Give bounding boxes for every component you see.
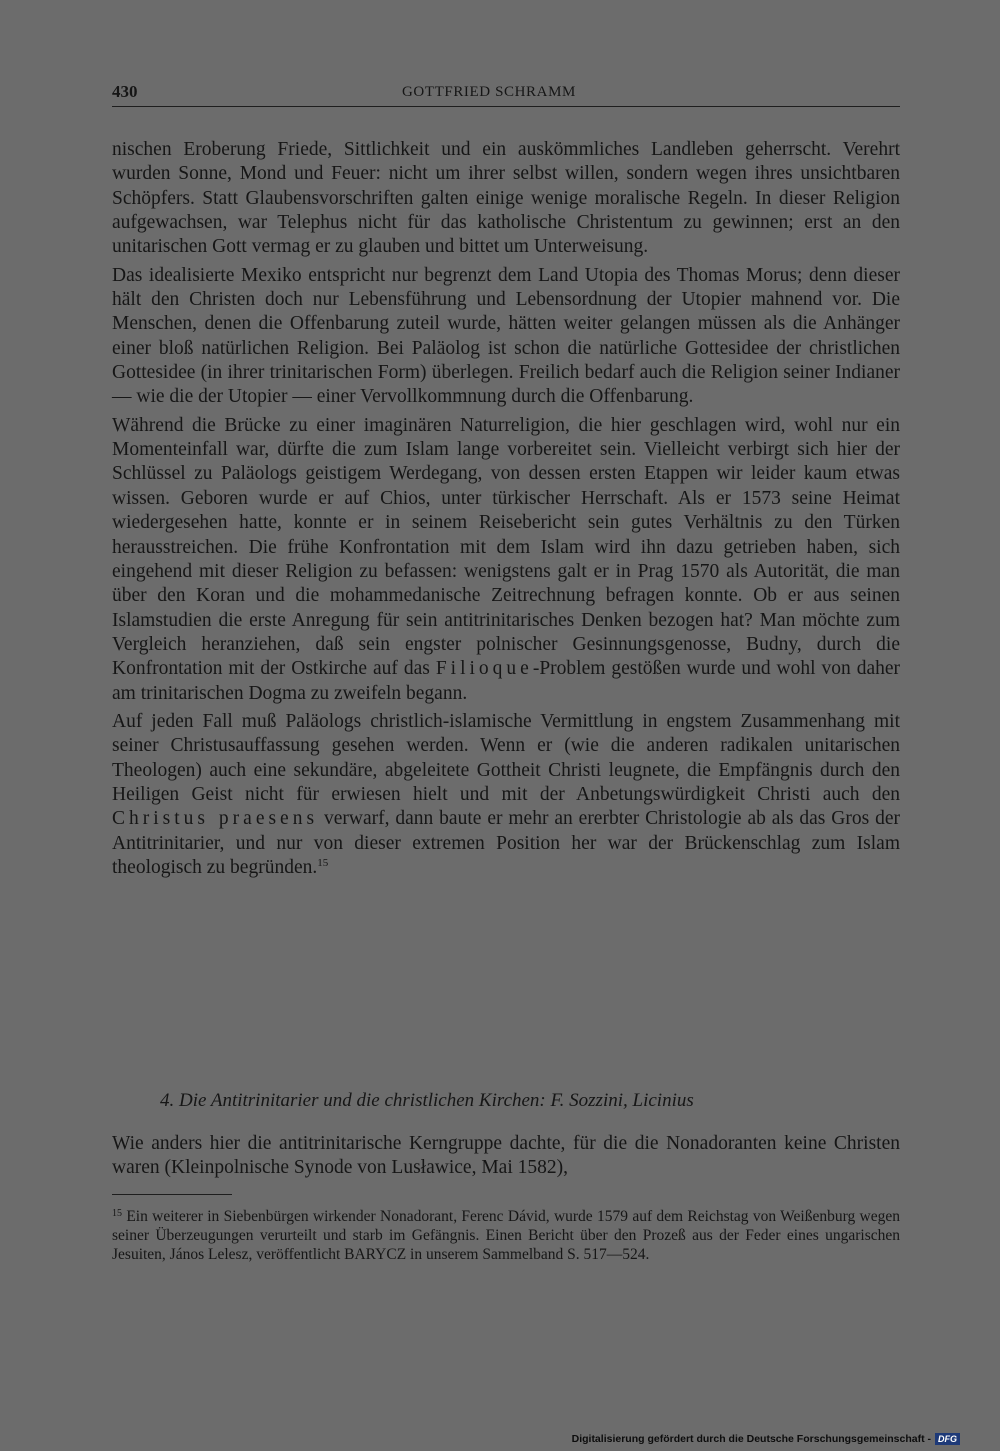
footnote-reference: 15 <box>317 856 329 869</box>
page-header <box>112 82 900 107</box>
paragraph <box>112 710 900 880</box>
section-heading: 4. Die Antitrinitarier und die christlichen Kirchen: F. Sozzini, Licinius <box>160 1090 694 1111</box>
dfg-logo: DFG <box>935 1433 960 1445</box>
footnote-divider <box>112 1194 232 1195</box>
credit-text: Digitalisierung gefördert durch die Deutsche Forschungsgemeinschaft - <box>571 1433 931 1445</box>
body-text <box>112 138 900 880</box>
paragraph <box>112 414 900 706</box>
paragraph: Wie anders hier die antitrinitarische Kerngruppe dachte, für die die Nonadoranten keine Christen waren (Kleinpolnische Synode von Lusławice, Mai 1582), <box>112 1133 900 1179</box>
paragraph-text: verwarf, dann baute er mehr an ererbter Christologie ab als das Gros der Antitrinitarier, und nur von dieser extremen Position her war der Brückenschlag zum Islam theologisch zu begründen. <box>112 808 900 878</box>
paragraph-text: Während die Brücke zu einer imaginären Naturreligion, die hier geschlagen wird, wohl nur ein Momenteinfall war, dürfte die zum Islam lange vorbereitet sein. Vielleicht verbirgt sich hier der Schlüssel zu Paläologs geistigem Werdegang, von dessen ersten Etappen wir leider kaum etwas wissen. Geboren wurde er auf Chios, unter türkischer Herrschaft. Als er 1573 seine Heimat wiedergesehen hatte, konnte er in seinem Reisebericht sein gutes Verhältnis zu den Türken herausstreichen. Die frühe Konfrontation mit dem Islam wird ihn dazu getrieben haben, sich eingehend mit dieser Religion zu befassen: wenigstens galt er in Prag 1570 als Autorität, die man über den Koran und die mohammedanische Zeitrechnung befragen konnte. Ob er aus seinen Islamstudien die erste Anregung für sein antitrinitarisches Denken bezogen hat? Man möchte zum Vergleich heranziehen, daß sein engster polnischer Gesinnungsgenosse, Budny, durch die Konfrontation mit der Ostkirche auf das <box>112 414 900 680</box>
footnote <box>112 1208 900 1264</box>
footnote-number: 15 <box>112 1208 122 1219</box>
spaced-term-suffix: -Problem <box>532 658 606 680</box>
paragraph: Das idealisierte Mexiko entspricht nur begrenzt dem Land Utopia des Thomas Morus; denn dieser hält den Christen doch nur Lebensführung und Lebensordnung der Utopier mahnend vor. Die Menschen, denen die Offenbarung zuteil wurde, hätten weiter gelangen müssen als die Anhänger einer bloß natürlichen Religion. Bei Paläolog ist schon die natürliche Gottesidee der christlichen Gottesidee (in ihrer trinitarischen Form) überlegen. Freilich bedarf auch die Religion seiner Indianer — wie die der Utopier — einer Vervollkommnung durch die Offenbarung. <box>112 264 900 408</box>
footnote-text: Ein weiterer in Siebenbürgen wirkender Nonadorant, Ferenc Dávid, wurde 1579 auf dem Reichstag von Weißenburg wegen seiner Überzeugungen verurteilt und starb im Gefängnis. Einen Bericht über den Prozeß aus der Feder eines ungarischen Jesuiten, János Lelesz, veröffentlicht BARYCZ in unserem Sammelband S. 517—524. <box>112 1208 901 1263</box>
running-head: GOTTFRIED SCHRAMM <box>402 84 576 100</box>
page-number: 430 <box>112 82 138 101</box>
digitization-credit <box>572 1433 960 1445</box>
section-body <box>112 1132 900 1181</box>
paragraph-text: Auf jeden Fall muß Paläologs christlich-islamische Vermittlung in engstem Zusammenhang mit seiner Christusauffassung gesehen werden. Wenn er (wie die anderen radikalen unitarischen Theologen) auch eine sekundäre, abgeleitete Gottheit Christi leugnete, die Empfängnis durch den Heiligen Geist nicht für erwiesen hielt und mit der Anbetungswürdigkeit Christi auch den <box>112 710 900 805</box>
spaced-term-filioque: Filioque <box>435 658 533 680</box>
paragraph: nischen Eroberung Friede, Sittlichkeit und ein auskömmliches Landleben geherrscht. Verehrt wurden Sonne, Mond und Feuer: nicht um ihrer selbst willen, sondern wegen ihres unsichtbaren Schöpfers. Statt Glaubensvorschriften galten einige wenige moralische Regeln. In dieser Religion aufgewachsen, war Telephus nicht für das katholische Christentum zu gewinnen; erst an den unitarischen Gott vermag er zu glauben und bittet um Unterweisung. <box>112 139 900 258</box>
paragraph-text: gestößen wurde und wohl von daher am trinitarischen Dogma zu zweifeln begann. <box>112 658 901 704</box>
spaced-term-christus-praesens: Christus praesens <box>112 808 319 830</box>
